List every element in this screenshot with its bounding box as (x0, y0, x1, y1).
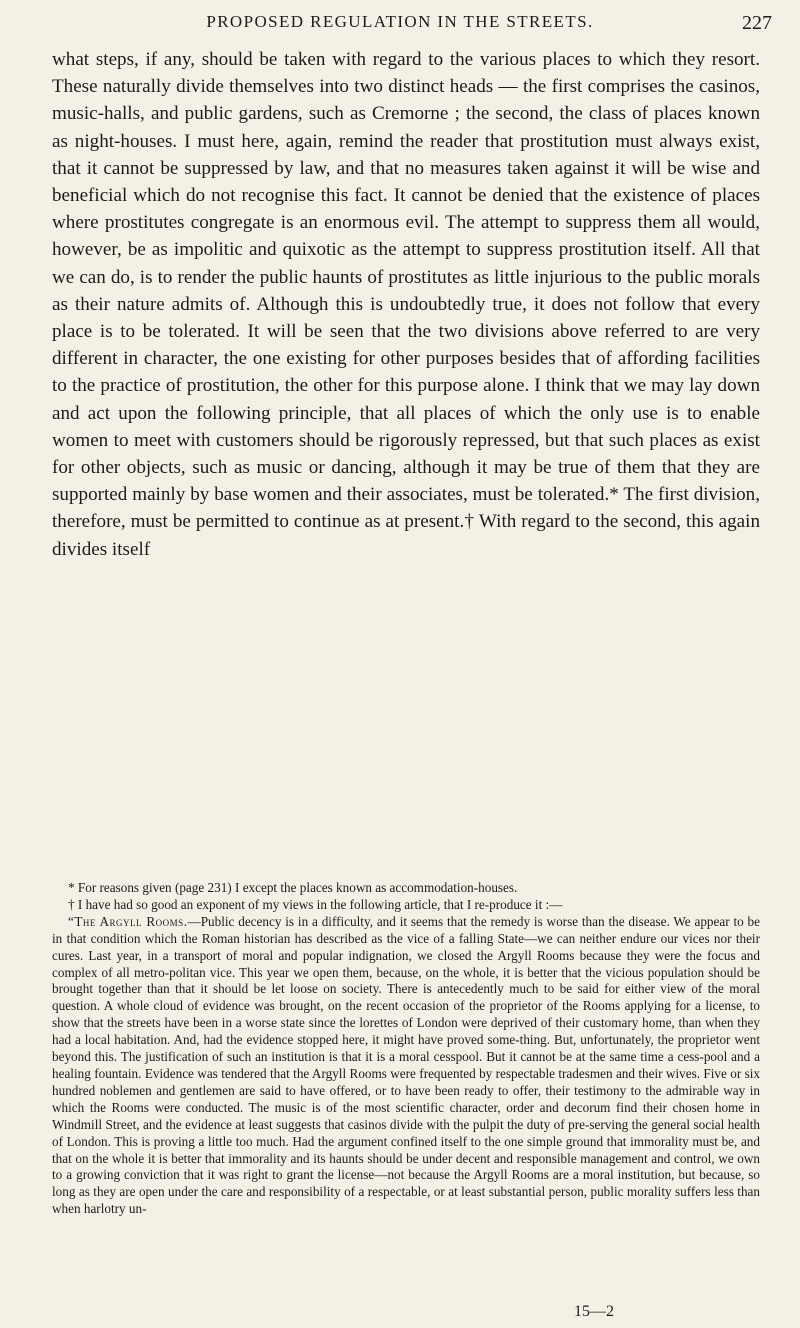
page-number: 227 (742, 12, 772, 34)
footnotes (52, 880, 760, 1218)
body-paragraph: what steps, if any, should be taken with regard to the various places to which they resort. These naturally divide themselves into two distinct heads — the first comprises the casinos, music-halls, and public gardens, such as Cremorne ; the second, the class of places known as night-houses. I must here, again, remind the reader that prostitution must always exist, that it cannot be suppressed by law, and that no measures taken against it will be wise and beneficial which do not recognise this fact. It cannot be denied that the existence of places where prostitutes congregate is an enormous evil. The attempt to suppress them all would, however, be as impolitic and quixotic as the attempt to suppress prostitution itself. All that we can do, is to render the public haunts of prostitutes as little injurious to the public morals as their nature admits of. Although this is undoubtedly true, it does not follow that every place is to be tolerated. It will be seen that the two divisions above referred to are very different in character, the one existing for other purposes besides that of affording facilities to the practice of prostitution, the other for this purpose alone. I think that we may lay down and act upon the following principle, that all places of which the only use is to enable women to meet with customers should be rigorously repressed, but that such places as exist for other objects, such as music or dancing, although it may be true of them that they are supported mainly by base women and their associates, must be tolerated.* The first division, therefore, must be permitted to continue as at present.† With regard to the second, this again divides itself (52, 49, 760, 560)
quoted-article-title: “The Argyll Rooms. (68, 913, 188, 929)
footnote-2: † I have had so good an exponent of my views in the following article, that I re-produce it :— (68, 896, 563, 912)
quoted-article-text: —Public decency is in a difficulty, and it seems that the remedy is worse than the disease. We appear to be in that condition which the Roman historian has described as the vice of a falling State—we can neither endure our vices nor their cures. Last year, in a transport of moral and popular indignation, we closed the Argyll Rooms because they were the focus and complex of all metro-politan vice. This year we open them, because, on the whole, it is better that the vicious population should be brought together than that it should be let loose on society. There is antecedently much to be said for either view of the moral question. A whole cloud of evidence was brought, on the recent occasion of the proprietor of the Rooms applying for a license, to show that the streets have been in a worse state since the lorettes of London were deprived of their customary home, than when they had a local habitation. And, had the evidence stopped here, it might have proved some-thing. But, unfortunately, the proprietor went beyond this. The justification of such an institution is that it is a moral cesspool. But it cannot be at the same time a cess-pool and a healing fountain. Evidence was tendered that the Argyll Rooms were frequented by respectable tradesmen and their wives. Five or six hundred noblemen and gentlemen are said to have offered, or to have been ready to offer, their testimony to the admirable way in which the Rooms were conducted. The music is of the most scientific character, order and decorum find their chosen home in Windmill Street, and the evidence at least suggests that casinos divide with the pulpit the duty of pre-serving the general social health of London. This is proving a little too much. Had the argument confined itself to the one simple ground that immorality must be, and that on the whole it is better that immorality and its haunts should be under decent and responsible management and control, we own to a growing conviction that it was right to grant the license—not because the Argyll Rooms are a moral institution, but because, so long as they are open under the care and responsibility of a respectable, or at least substantial person, public morality suffers less than when harlotry un- (52, 913, 760, 1217)
signature-mark: 15—2 (574, 1303, 614, 1320)
main-text (52, 46, 760, 563)
running-head: PROPOSED REGULATION IN THE STREETS. (206, 12, 594, 31)
footnote-1: * For reasons given (page 231) I except the places known as accommodation-houses. (68, 880, 518, 895)
quoted-article (52, 914, 760, 1218)
